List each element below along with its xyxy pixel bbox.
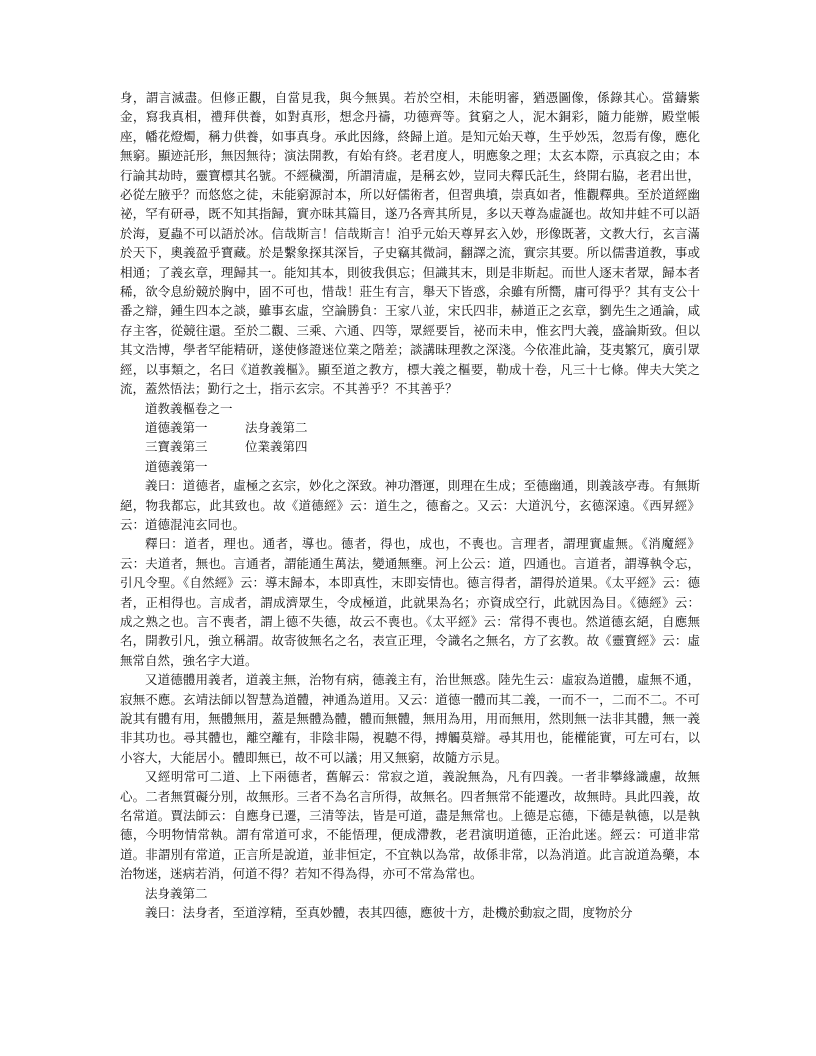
section-heading: 道德義第一	[145, 458, 208, 474]
preface-paragraph: 身，謂言滅盡。但修正觀，自當見我，與今無異。若於空相，未能明審，猶憑圖像，係錄其心。當鑄紫金，寫我真相，禮拜供養，如對真形，想念丹禱，功德齊等。貧窮之人，泥木銅彩，隨力能辦，殿堂帳座，幡花燈燭，稱力供養，如事真身。承此因緣，終歸上道。是知元始天尊，生乎妙炁，忽焉有像，應化無窮。顯迹託形，無因無待；演法開教，有始有終。老君度人，明應象之理；太玄本際，示真寂之由；本行論其劫時，靈寶標其名號。不經穢濁，所謂清虛，是稱玄妙，豈同夫釋氏託生，終開右脇，老君出世，必從左腋乎？而悠悠之徒，未能窮源討本，所以好儒術者，但習典墳，崇真如者，惟觀釋典。至於道經幽祕，罕有研尋，既不知其指歸，實亦昧其篇目，遂乃各齊其所見，多以天尊為虛誕也。故知井蛙不可以語於海，夏蟲不可以語於冰。信哉斯言！信哉斯言！洎乎元始天尊昇玄入妙，形像既著，文教大行，玄言滿於天下，奧義盈乎寶藏。於是繫象探其深旨，子史竊其微詞，翻譯之流，實宗其要。所以儒書道教，事或相通；了義玄章，理歸其一。能知其本，則彼我俱忘；但識其末，則是非斯起。而世人逐末者眾，歸本者稀，欲令息紛競於胸中，固不可也，惜哉！莊生有言，舉天下皆惑，余雖有所嚮，庸可得乎？其有支公十番之辯，鍾生四本之談，雖事玄虛，空論勝負：王家八並，宋氏四非，赫道正之玄章，劉先生之通論，咸存主客，從競往還。至於二觀、三乘、六通、四等，眾經要旨，祕而未申，惟玄門大義，盛論斯致。但以其文浩博，學者罕能精研，遂使修證迷位業之階差；談講昧理教之深淺。今依准此論，芟夷繁冗，廣引眾經，以事類之，名曰《道教義樞》。顯至道之教方，標大義之樞要，勒成十卷，凡三十七條。俾夫大笑之流，蓋然悟法；勤行之士，指示玄宗。不其善乎？不其善乎？	[120, 90, 700, 397]
toc-row	[120, 437, 700, 456]
section-paragraph: 釋曰：道者，理也。通者，導也。德者，得也，成也，不喪也。言理者，謂理實虛無。《消魔經》云：夫道者，無也。言通者，謂能通生萬法，變通無壅。河上公云：道，四通也。言道者，謂導執令忘，引凡令聖。《自然經》云：導末歸本，本即真性，末即妄情也。德言得者，謂得於道果。《太平經》云：德者，正相得也。言成者，謂成濟眾生，令成極道，此就果為名；亦資成空行，此就因為目。《德經》云：成之熟之也。言不喪者，謂上德不失德，故云不喪也。《太平經》云：常得不喪也。然道德玄絕，自應無名，開教引凡，強立稱謂。故寄彼無名之名，表宣正理，令識名之無名，方了玄教。故《靈寶經》云：虛無常自然，強名字大道。	[120, 536, 700, 668]
section-paragraph: 義曰：法身者，至道淳精，至真妙體，表其四德，應彼十方，赴機於動寂之間，度物於分	[145, 905, 633, 921]
section-heading: 法身義第二	[145, 885, 208, 901]
toc-entry: 三寶義第三	[145, 439, 208, 455]
book-title: 道教義樞卷之一	[145, 400, 233, 416]
toc-row	[120, 418, 700, 437]
toc-entry: 道德義第一	[145, 419, 208, 435]
section-paragraph: 又經明常可二道、上下兩德者，舊解云：常寂之道，義說無為，凡有四義。一者非攀緣識慮，故無心。二者無質礙分別，故無形。三者不為名言所得，故無名。四者無常不能遷改，故無時。具此四義，故名常道。賈法師云：自應身已遷，三清等法，皆是可道，盡是無常也。上德是忘德，下德是執德，以是執德，今明物情常執。謂有常道可求，不能悟理，便成滯教，老君演明道德，正治此迷。經云：可道非常道。非謂別有常道，正言所是說道，並非恒定，不宜執以為常，故係非常，以為消道。此言說道為藥，本治物迷，迷病若消，何道不得？若知不得為得，亦可不常為常也。	[120, 769, 700, 882]
section-paragraph: 又道德體用義者，道義主無，治物有病，德義主有，治世無惑。陸先生云：虛寂為道體，虛無不通，寂無不應。玄靖法師以智慧為道體，神通為道用。又云：道德一體而其二義，一而不一，二而不二。不可說其有體有用，無體無用，蓋是無體為體，體而無體，無用為用，用而無用，然則無一法非其體，無一義非其功也。尋其體也，離空離有，非陰非陽，視聽不得，搏觸莫辯。尋其用也，能權能實，可左可右，以小容大，大能居小。體即無已，故不可以議；用又無窮，故隨方示見。	[120, 672, 700, 765]
toc-entry: 位業義第四	[245, 439, 308, 455]
toc-entry: 法身義第二	[245, 419, 308, 435]
document-page	[120, 88, 700, 922]
section-paragraph: 義曰：道德者，虛極之玄宗，妙化之深致。神功潛運，則理在生成；至德幽通，則義該亭毒。有無斯絕，物我都忘，此其致也。故《道德經》云：道生之，德畜之。又云：大道汎兮，玄德深遠。《西昇經》云：道德混沌玄同也。	[120, 478, 700, 532]
